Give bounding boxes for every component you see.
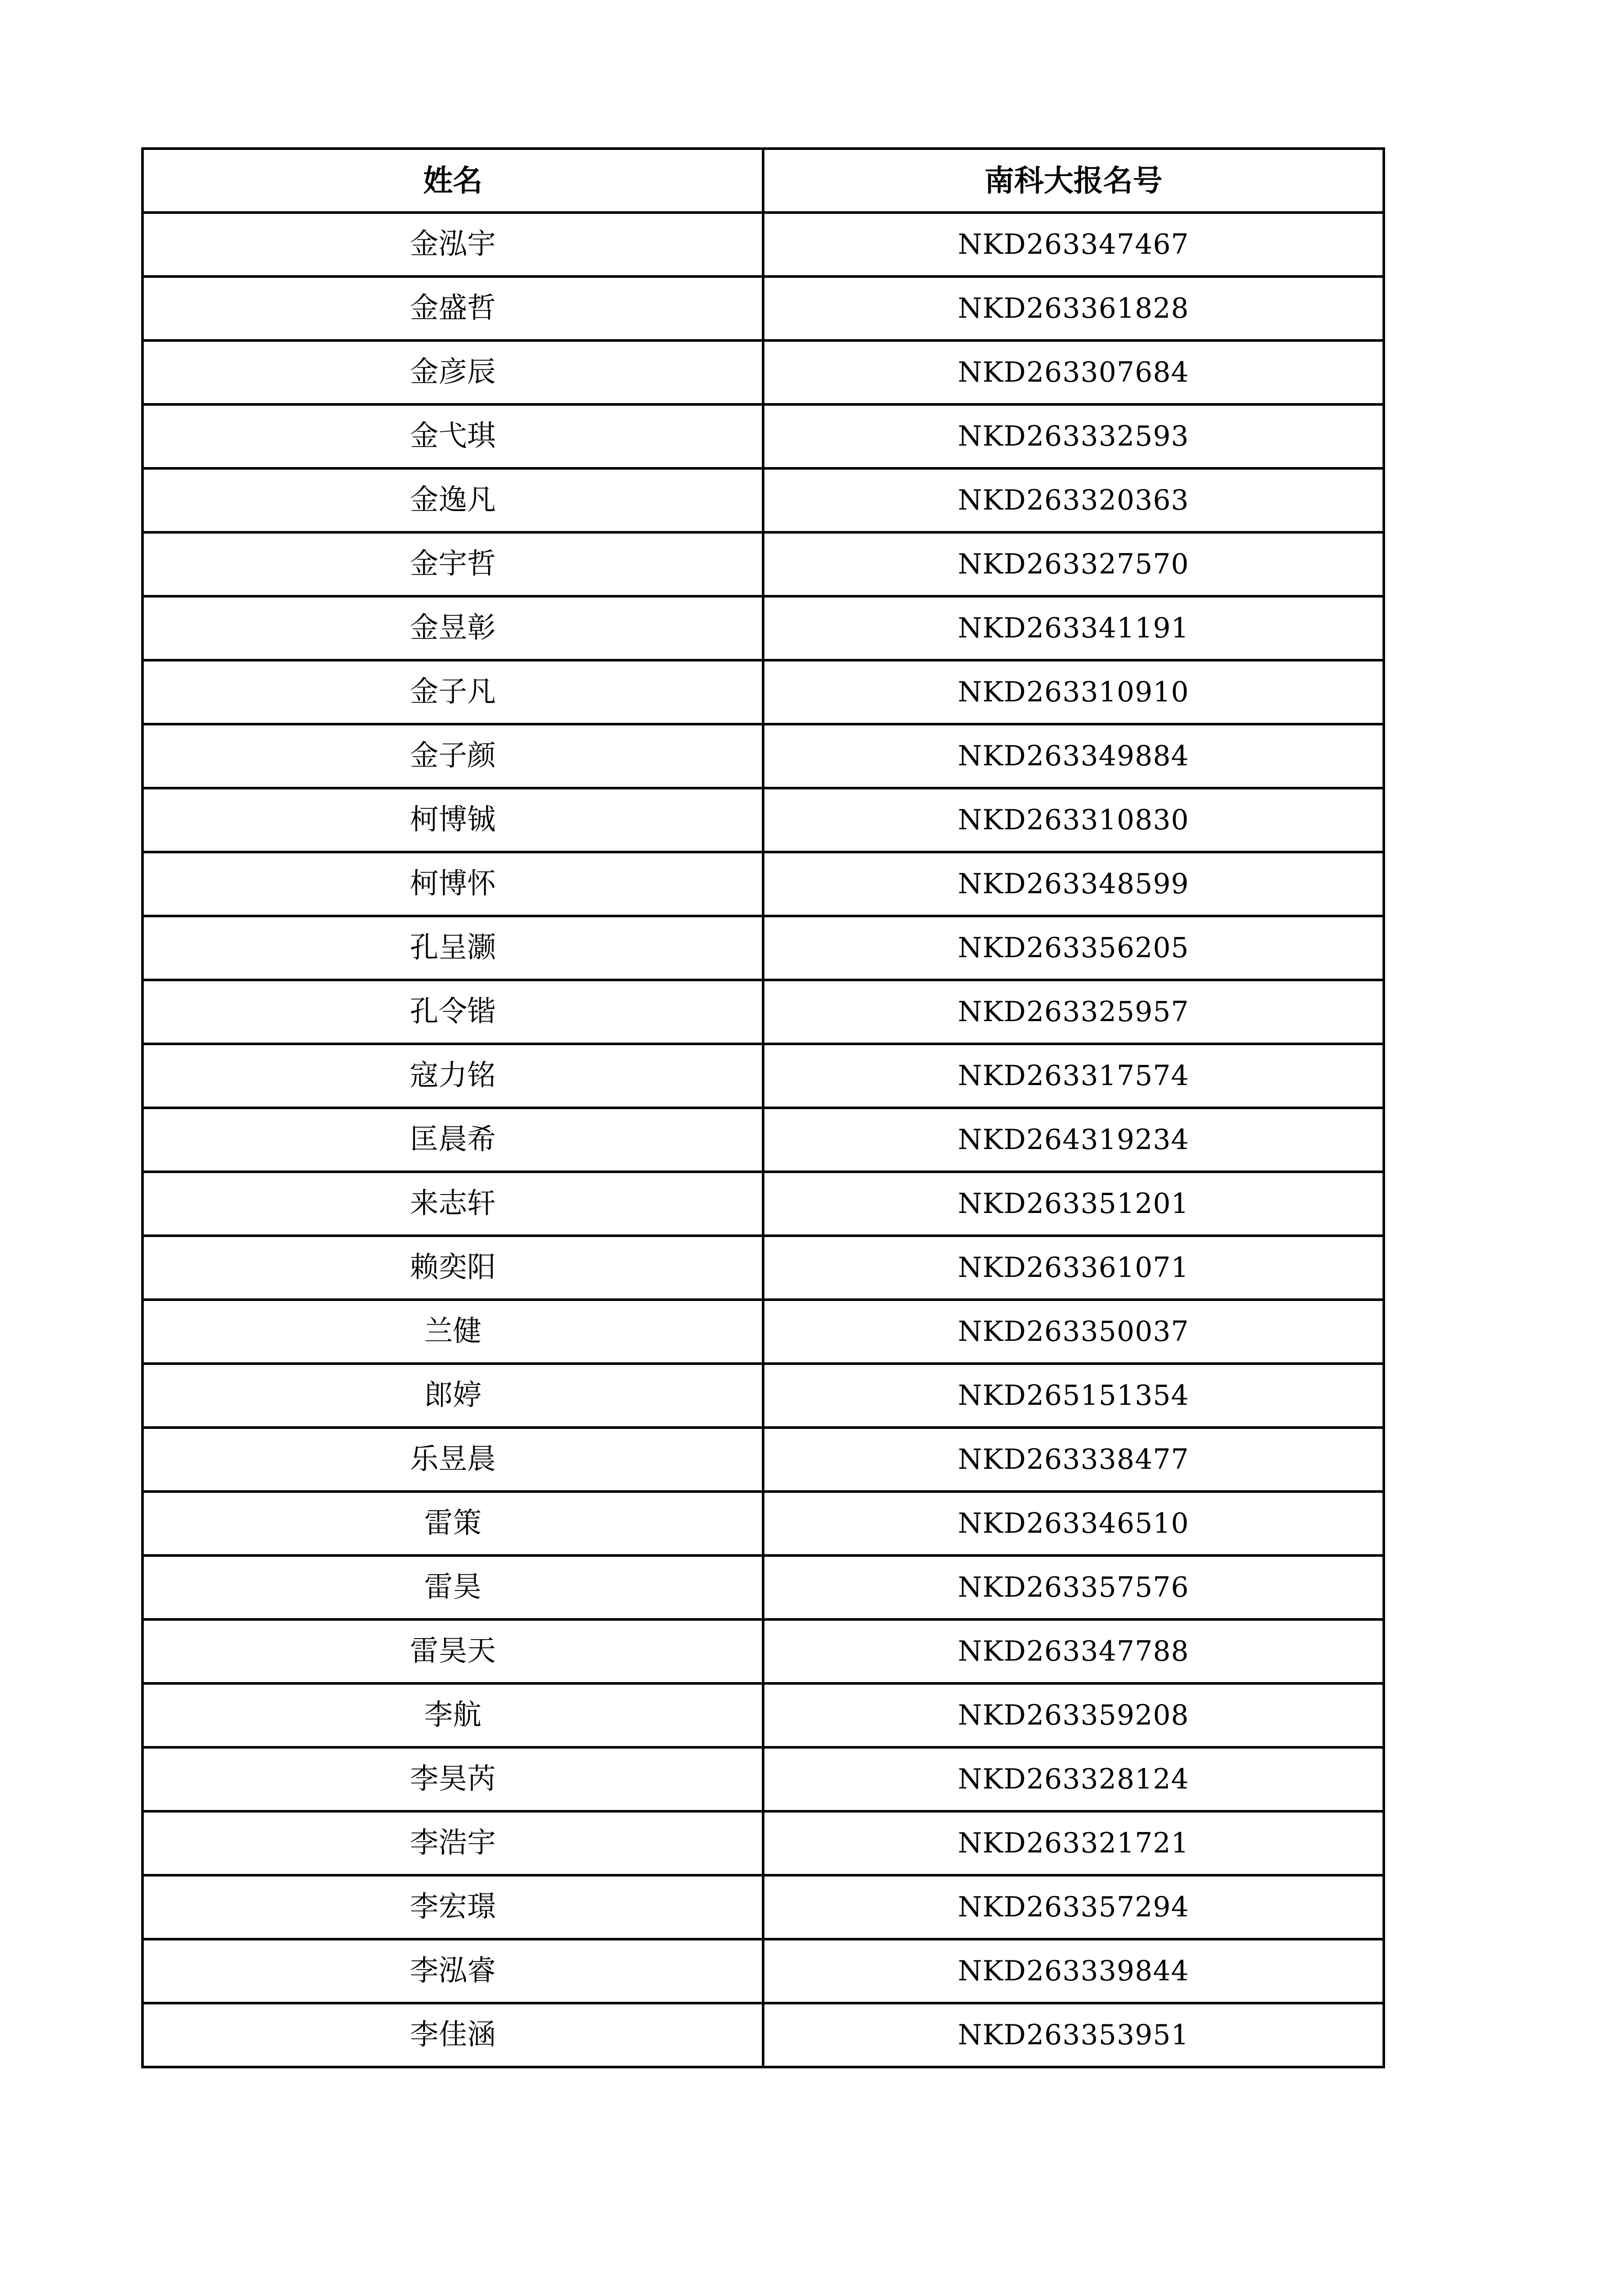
table-row — [143, 1364, 1384, 1428]
cell-name: 李昊芮 — [143, 1748, 763, 1812]
cell-registration-number: NKD263361071 — [763, 1236, 1384, 1300]
header-name: 姓名 — [143, 149, 763, 213]
table-row — [143, 1812, 1384, 1875]
cell-registration-number: NKD263361828 — [763, 277, 1384, 341]
cell-name: 来志轩 — [143, 1172, 763, 1236]
cell-registration-number: NKD263320363 — [763, 469, 1384, 533]
table-row — [143, 660, 1384, 724]
cell-name: 李航 — [143, 1684, 763, 1748]
table-row — [143, 1108, 1384, 1172]
table-row — [143, 341, 1384, 405]
table-row — [143, 597, 1384, 660]
cell-name: 雷昊 — [143, 1556, 763, 1620]
cell-registration-number: NKD263347788 — [763, 1620, 1384, 1684]
cell-name: 金子凡 — [143, 660, 763, 724]
header-registration-number: 南科大报名号 — [763, 149, 1384, 213]
cell-name: 赖奕阳 — [143, 1236, 763, 1300]
cell-registration-number: NKD263328124 — [763, 1748, 1384, 1812]
cell-name: 李佳涵 — [143, 2003, 763, 2067]
cell-name: 雷昊天 — [143, 1620, 763, 1684]
cell-registration-number: NKD263321721 — [763, 1812, 1384, 1875]
cell-registration-number: NKD263357576 — [763, 1556, 1384, 1620]
table-row — [143, 1492, 1384, 1556]
table-row — [143, 1939, 1384, 2003]
cell-name: 金弋琪 — [143, 405, 763, 469]
table-row — [143, 980, 1384, 1044]
table-row — [143, 852, 1384, 916]
cell-registration-number: NKD263359208 — [763, 1684, 1384, 1748]
cell-registration-number: NKD263332593 — [763, 405, 1384, 469]
applicant-table — [141, 147, 1385, 2068]
table-row — [143, 724, 1384, 788]
cell-name: 李泓睿 — [143, 1939, 763, 2003]
cell-name: 郎婷 — [143, 1364, 763, 1428]
table-row — [143, 1172, 1384, 1236]
table-row — [143, 1620, 1384, 1684]
table-row — [143, 1428, 1384, 1492]
table-row — [143, 277, 1384, 341]
cell-registration-number: NKD263347467 — [763, 213, 1384, 277]
table-row — [143, 1300, 1384, 1364]
cell-name: 柯博怀 — [143, 852, 763, 916]
cell-registration-number: NKD263346510 — [763, 1492, 1384, 1556]
table-header-row — [143, 149, 1384, 213]
cell-name: 金彦辰 — [143, 341, 763, 405]
cell-name: 寇力铭 — [143, 1044, 763, 1108]
cell-registration-number: NKD264319234 — [763, 1108, 1384, 1172]
table-row — [143, 213, 1384, 277]
cell-registration-number: NKD263310830 — [763, 788, 1384, 852]
table-row — [143, 1044, 1384, 1108]
table-row — [143, 1875, 1384, 1939]
cell-name: 金昱彰 — [143, 597, 763, 660]
table-row — [143, 1684, 1384, 1748]
table-body — [143, 213, 1384, 2067]
cell-registration-number: NKD263356205 — [763, 916, 1384, 980]
cell-registration-number: NKD263310910 — [763, 660, 1384, 724]
cell-registration-number: NKD263357294 — [763, 1875, 1384, 1939]
cell-name: 金泓宇 — [143, 213, 763, 277]
table-row — [143, 1748, 1384, 1812]
cell-registration-number: NKD263327570 — [763, 533, 1384, 597]
cell-registration-number: NKD263317574 — [763, 1044, 1384, 1108]
cell-registration-number: NKD263348599 — [763, 852, 1384, 916]
table-row — [143, 2003, 1384, 2067]
table-row — [143, 1556, 1384, 1620]
table-row — [143, 469, 1384, 533]
cell-name: 兰健 — [143, 1300, 763, 1364]
cell-name: 金盛哲 — [143, 277, 763, 341]
cell-name: 孔令锴 — [143, 980, 763, 1044]
cell-name: 匡晨希 — [143, 1108, 763, 1172]
cell-registration-number: NKD263338477 — [763, 1428, 1384, 1492]
table-row — [143, 405, 1384, 469]
cell-registration-number: NKD263339844 — [763, 1939, 1384, 2003]
cell-registration-number: NKD263351201 — [763, 1172, 1384, 1236]
cell-name: 金子颜 — [143, 724, 763, 788]
table-row — [143, 1236, 1384, 1300]
cell-name: 李浩宇 — [143, 1812, 763, 1875]
cell-registration-number: NKD263341191 — [763, 597, 1384, 660]
cell-name: 金逸凡 — [143, 469, 763, 533]
cell-name: 李宏璟 — [143, 1875, 763, 1939]
cell-name: 孔呈灏 — [143, 916, 763, 980]
cell-name: 金宇哲 — [143, 533, 763, 597]
cell-registration-number: NKD263325957 — [763, 980, 1384, 1044]
cell-name: 雷策 — [143, 1492, 763, 1556]
cell-registration-number: NKD263353951 — [763, 2003, 1384, 2067]
cell-name: 柯博铖 — [143, 788, 763, 852]
cell-registration-number: NKD265151354 — [763, 1364, 1384, 1428]
table-row — [143, 533, 1384, 597]
cell-name: 乐昱晨 — [143, 1428, 763, 1492]
table-row — [143, 916, 1384, 980]
cell-registration-number: NKD263349884 — [763, 724, 1384, 788]
cell-registration-number: NKD263307684 — [763, 341, 1384, 405]
table-row — [143, 788, 1384, 852]
cell-registration-number: NKD263350037 — [763, 1300, 1384, 1364]
